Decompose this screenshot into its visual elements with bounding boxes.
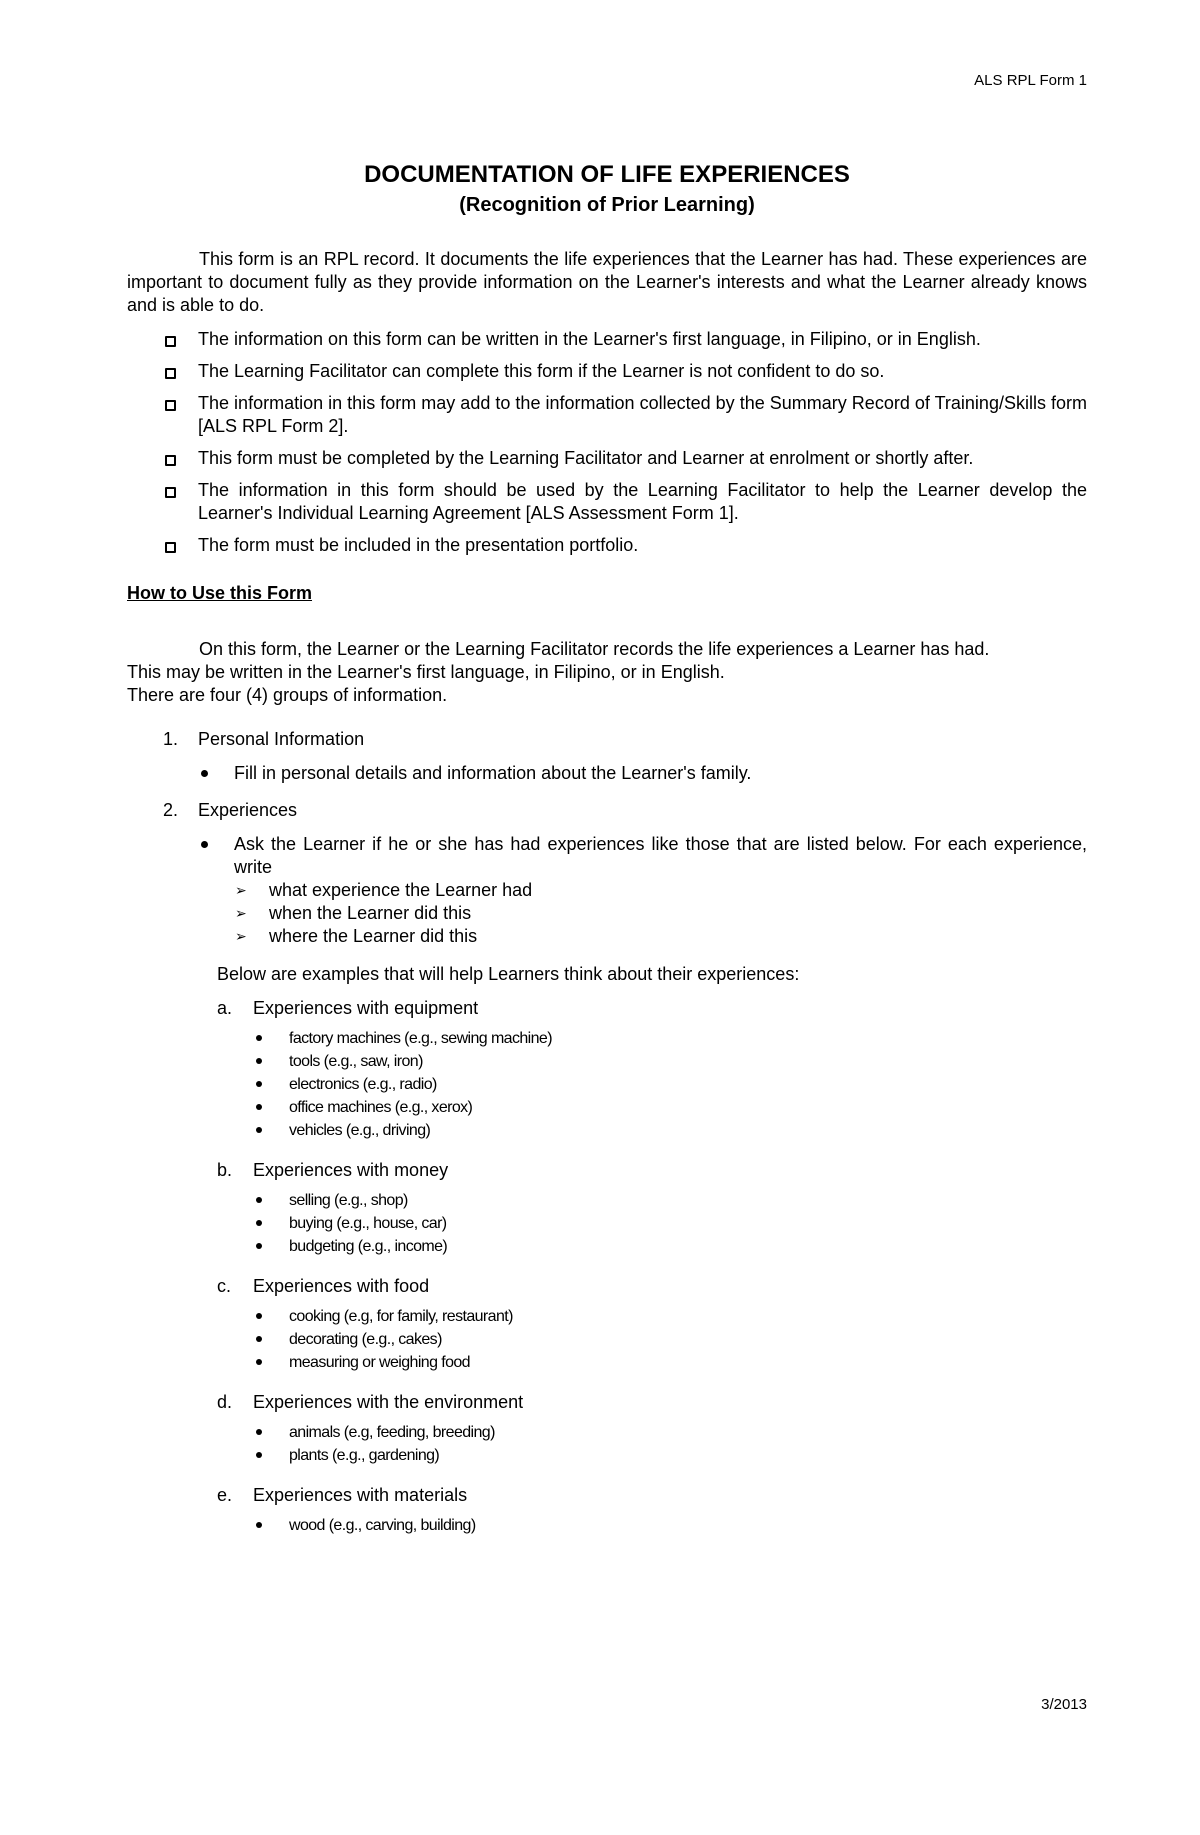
group-number: 2.: [163, 800, 179, 820]
experience-categories: [217, 997, 1087, 1537]
round-bullet-icon: [256, 1359, 262, 1365]
checkbox-bullet-icon: [165, 487, 176, 498]
document-subtitle: (Recognition of Prior Learning): [459, 194, 755, 216]
document-title: DOCUMENTATION OF LIFE EXPERIENCES: [364, 161, 850, 188]
how-to-heading: How to Use this Form: [127, 583, 313, 603]
group-title: Personal Information: [198, 729, 365, 749]
write-point: [234, 879, 1087, 902]
category-items: [253, 1514, 1087, 1537]
checkbox-bullet-icon: [165, 368, 176, 379]
checklist-item: [127, 392, 1087, 438]
how-to-paragraph: On this form, the Learner or the Learning Facilitator records the life experiences a Learner has had.: [199, 639, 990, 659]
category-items: [253, 1189, 1087, 1258]
checkbox-bullet-icon: [165, 336, 176, 347]
group-bullet-text: Ask the Learner if he or she has had experiences like those that are listed below. For each experience, write: [234, 834, 1087, 877]
checklist-text: The Learning Facilitator can complete this form if the Learner is not confident to do so.: [198, 361, 885, 381]
category-item: [253, 1328, 1087, 1351]
round-bullet-icon: [256, 1035, 262, 1041]
round-bullet-icon: [256, 1243, 262, 1249]
category-letter: a.: [217, 998, 233, 1018]
write-point-text: when the Learner did this: [269, 903, 472, 923]
checklist-item: [127, 328, 1087, 351]
category-letter: e.: [217, 1485, 233, 1505]
category-item-text: animals (e.g, feeding, breeding): [289, 1424, 495, 1441]
category-item: [253, 1444, 1087, 1467]
category-item-text: plants (e.g., gardening): [289, 1447, 440, 1464]
revision-date: 3/2013: [1041, 1696, 1087, 1713]
category-items: [253, 1027, 1087, 1142]
group-bullets: [198, 833, 1087, 948]
category-item-text: decorating (e.g., cakes): [289, 1331, 442, 1348]
checkbox-bullet-icon: [165, 455, 176, 466]
checklist-text: This form must be completed by the Learning Facilitator and Learner at enrolment or shortly after.: [198, 448, 974, 468]
category-item-text: electronics (e.g., radio): [289, 1076, 437, 1093]
category-item: [253, 1050, 1087, 1073]
checklist-item: [127, 360, 1087, 383]
category-item-text: measuring or weighing food: [289, 1354, 470, 1371]
category-item: [253, 1096, 1087, 1119]
group-bullets: [198, 762, 1087, 785]
round-bullet-icon: [256, 1522, 262, 1528]
category-item-text: selling (e.g., shop): [289, 1192, 408, 1209]
examples-intro: Below are examples that will help Learners think about their experiences:: [217, 964, 800, 984]
checklist-item: [127, 447, 1087, 470]
round-bullet-icon: [201, 770, 208, 777]
round-bullet-icon: [256, 1127, 262, 1133]
checklist-text: The information in this form may add to the information collected by the Summary Record of Training/Skills form [ALS RPL Form 2].: [198, 393, 1087, 436]
group-experiences: [127, 799, 1087, 1537]
category-title: Experiences with the environment: [253, 1392, 524, 1412]
how-to-language-note: This may be written in the Learner's first language, in Filipino, or in English.: [127, 662, 725, 682]
checklist-text: The information on this form can be written in the Learner's first language, in Filipino, or in English.: [198, 329, 981, 349]
category-item-text: factory machines (e.g., sewing machine): [289, 1030, 552, 1047]
arrow-bullet-icon: ➢: [235, 928, 247, 944]
round-bullet-icon: [256, 1452, 262, 1458]
category-item: [253, 1351, 1087, 1374]
category-item-text: vehicles (e.g., driving): [289, 1122, 431, 1139]
category-item: [253, 1073, 1087, 1096]
category-item: [253, 1421, 1087, 1444]
arrow-bullet-icon: ➢: [235, 882, 247, 898]
group-title: Experiences: [198, 800, 298, 820]
round-bullet-icon: [256, 1104, 262, 1110]
category-item-text: wood (e.g., carving, building): [289, 1517, 476, 1534]
write-point: [234, 902, 1087, 925]
write-point: [234, 925, 1087, 948]
how-to-groups-note: There are four (4) groups of information.: [127, 685, 448, 705]
checklist-item: [127, 534, 1087, 557]
write-point-text: what experience the Learner had: [269, 880, 533, 900]
group-bullet: [198, 833, 1087, 948]
form-reference: ALS RPL Form 1: [974, 72, 1087, 89]
category-letter: d.: [217, 1392, 233, 1412]
round-bullet-icon: [201, 841, 208, 848]
category-title: Experiences with materials: [253, 1485, 468, 1505]
checkbox-bullet-icon: [165, 542, 176, 553]
category-item: [253, 1235, 1087, 1258]
group-personal-information: [127, 728, 1087, 785]
round-bullet-icon: [256, 1336, 262, 1342]
category-food: [217, 1275, 1087, 1374]
write-point-text: where the Learner did this: [269, 926, 478, 946]
category-environment: [217, 1391, 1087, 1467]
category-item: [253, 1189, 1087, 1212]
round-bullet-icon: [256, 1197, 262, 1203]
information-groups: [127, 728, 1087, 1537]
checkbox-bullet-icon: [165, 400, 176, 411]
category-title: Experiences with money: [253, 1160, 449, 1180]
group-bullet-text: Fill in personal details and information about the Learner's family.: [234, 763, 752, 783]
checklist-text: The information in this form should be used by the Learning Facilitator to help the Learner develop the Learner's Individual Learning Agreement [ALS Assessment Form 1].: [198, 480, 1087, 523]
category-item: [253, 1514, 1087, 1537]
category-item-text: buying (e.g., house, car): [289, 1215, 447, 1232]
category-title: Experiences with food: [253, 1276, 430, 1296]
category-item-text: tools (e.g., saw, iron): [289, 1053, 423, 1070]
round-bullet-icon: [256, 1313, 262, 1319]
write-points: [234, 879, 1087, 948]
checklist-item: [127, 479, 1087, 525]
category-items: [253, 1421, 1087, 1467]
category-materials: [217, 1484, 1087, 1537]
round-bullet-icon: [256, 1081, 262, 1087]
group-number: 1.: [163, 729, 179, 749]
checklist-text: The form must be included in the presentation portfolio.: [198, 535, 639, 555]
category-item: [253, 1305, 1087, 1328]
arrow-bullet-icon: ➢: [235, 905, 247, 921]
category-items: [253, 1305, 1087, 1374]
category-money: [217, 1159, 1087, 1258]
category-title: Experiences with equipment: [253, 998, 479, 1018]
round-bullet-icon: [256, 1429, 262, 1435]
document-content: [127, 160, 1087, 1554]
category-letter: c.: [217, 1276, 232, 1296]
round-bullet-icon: [256, 1220, 262, 1226]
category-item: [253, 1027, 1087, 1050]
instruction-checklist: [127, 328, 1087, 557]
intro-paragraph: This form is an RPL record. It documents the life experiences that the Learner has had. These experiences are important to document fully as they provide information on the Learner's interests and what the Learner already knows and is able to do.: [127, 249, 1087, 315]
round-bullet-icon: [256, 1058, 262, 1064]
category-item-text: cooking (e.g, for family, restaurant): [289, 1308, 513, 1325]
category-equipment: [217, 997, 1087, 1142]
category-item-text: budgeting (e.g., income): [289, 1238, 448, 1255]
category-item-text: office machines (e.g., xerox): [289, 1099, 473, 1116]
group-bullet: [198, 762, 1087, 785]
category-item: [253, 1119, 1087, 1142]
category-letter: b.: [217, 1160, 233, 1180]
category-item: [253, 1212, 1087, 1235]
